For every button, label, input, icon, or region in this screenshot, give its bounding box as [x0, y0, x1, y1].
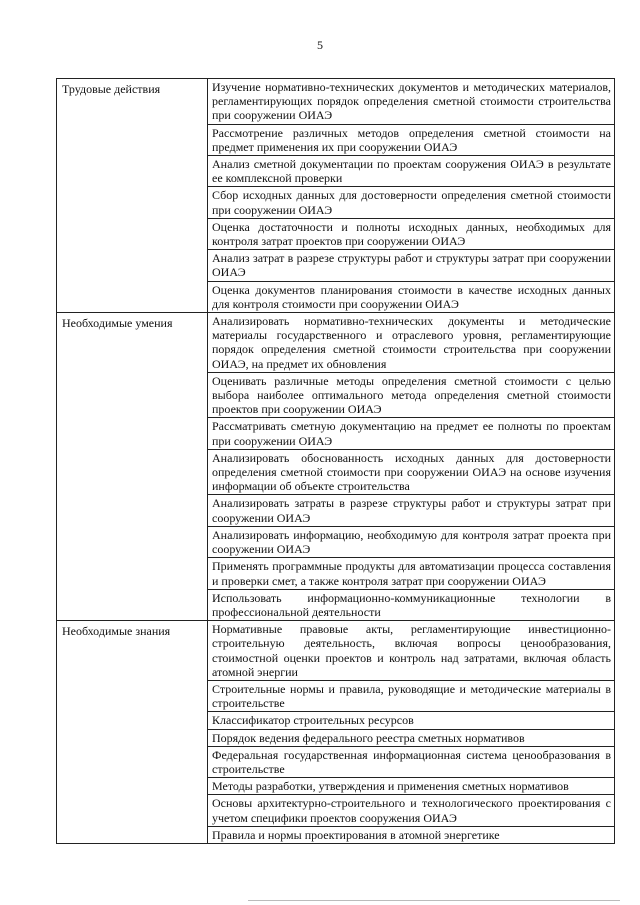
- table-row: [57, 313, 615, 373]
- page-number: 5: [317, 38, 323, 52]
- section-label-required-skills: Необходимые умения: [57, 313, 208, 621]
- list-item: Применять программные продукты для автоматизации процесса составления и проверки смет, а также контроля затрат при сооружении ОИАЭ: [208, 558, 615, 589]
- list-item: Изучение нормативно-технических документов и методических материалов, регламентирующих порядок определения сметной стоимости строительства при сооружении ОИАЭ: [208, 79, 615, 125]
- list-item: Оценивать различные методы определения сметной стоимости с целью выбора наиболее оптимального метода определения сметной стоимости проектов при сооружении ОИАЭ: [208, 372, 615, 418]
- section-label-labor-actions: Трудовые действия: [57, 79, 208, 313]
- table-row: [57, 79, 615, 125]
- list-item: Федеральная государственная информационная система ценообразования в строительстве: [208, 746, 615, 777]
- page-edge-rule: [248, 900, 620, 901]
- list-item: Анализировать обоснованность исходных данных для достоверности определения сметной стоимости при сооружении ОИАЭ на основе изучения информации об объекте строительства: [208, 449, 615, 495]
- list-item: Основы архитектурно-строительного и технологического проектирования с учетом специфики проектов сооружения ОИАЭ: [208, 795, 615, 826]
- list-item: Порядок ведения федерального реестра сметных нормативов: [208, 729, 615, 746]
- list-item: Использовать информационно-коммуникационные технологии в профессиональной деятельности: [208, 589, 615, 620]
- list-item: Методы разработки, утверждения и применения сметных нормативов: [208, 778, 615, 795]
- list-item: Анализировать нормативно-технических документы и методические материалы государственного и отраслевого уровня, регламентирующие порядок определения сметной стоимости строительства при сооружении ОИАЭ, на предмет их обновления: [208, 313, 615, 373]
- list-item: Оценка документов планирования стоимости в качестве исходных данных для контроля стоимости при сооружении ОИАЭ: [208, 281, 615, 312]
- list-item: Оценка достаточности и полноты исходных данных, необходимых для контроля затрат проектов при сооружении ОИАЭ: [208, 218, 615, 249]
- table-row: [57, 621, 615, 681]
- list-item: Нормативные правовые акты, регламентирующие инвестиционно-строительную деятельность, включая вопросы ценообразования, стоимостной оценки проектов и контроль над затратами, включая область атомной энергии: [208, 621, 615, 681]
- list-item: Сбор исходных данных для достоверности определения сметной стоимости при сооружении ОИАЭ: [208, 187, 615, 218]
- list-item: Правила и нормы проектирования в атомной энергетике: [208, 826, 615, 843]
- list-item: Анализировать затраты в разрезе структуры работ и структуры затрат при сооружении ОИАЭ: [208, 495, 615, 526]
- list-item: Рассмотрение различных методов определения сметной стоимости на предмет применения их при сооружении ОИАЭ: [208, 124, 615, 155]
- list-item: Строительные нормы и правила, руководящие и методические материалы в строительстве: [208, 680, 615, 711]
- list-item: Анализировать информацию, необходимую для контроля затрат проекта при сооружении ОИАЭ: [208, 526, 615, 557]
- list-item: Рассматривать сметную документацию на предмет ее полноты по проектам при сооружении ОИАЭ: [208, 418, 615, 449]
- list-item: Анализ затрат в разрезе структуры работ и структуры затрат при сооружении ОИАЭ: [208, 250, 615, 281]
- requirements-table: [56, 78, 615, 844]
- list-item: Классификатор строительных ресурсов: [208, 712, 615, 729]
- list-item: Анализ сметной документации по проектам сооружения ОИАЭ в результате ее комплексной проверки: [208, 156, 615, 187]
- section-label-required-knowledge: Необходимые знания: [57, 621, 208, 844]
